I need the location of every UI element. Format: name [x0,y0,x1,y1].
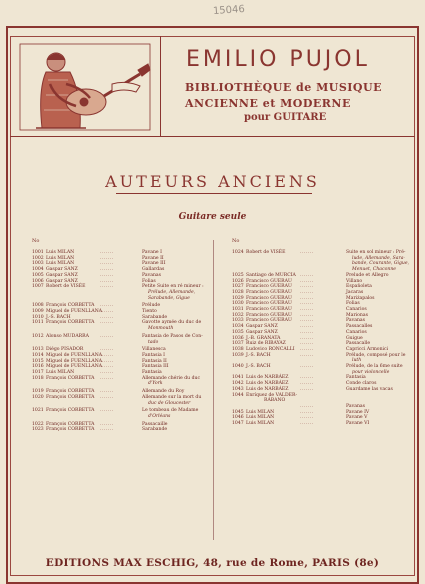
leader-dots: ....... [300,307,314,312]
composer-name: Gaspar SANZ [46,278,78,284]
work-title-continued: d'York [148,381,163,387]
work-title: Prelude et Allegro [346,272,389,278]
leader-dots: ....... [100,370,114,375]
section-subtitle: Guitare seule [178,212,247,222]
leader-dots: ....... [300,386,314,392]
catalog-number: 1015 [32,358,44,364]
work-title: Pavanas [346,318,366,324]
leader-dots: ....... [100,358,114,364]
composer-title: EMILIO PUJOL [186,47,370,72]
right-no-label: No [232,238,240,244]
work-title: Pavane IV [346,409,370,415]
leader-dots: ....... [100,255,114,261]
work-title: Pavane V [346,415,368,421]
composer-name: Luis MILAN [46,255,75,261]
work-title-continued: duc de Gloucester [148,400,191,406]
catalog-number: 1023 [32,427,44,433]
work-title: Mariżapalos [346,295,375,301]
work-title: Passacaille [142,421,168,427]
leader-dots: ....... [300,284,314,290]
composer-name: Ruiz de RIBAYAZ [246,341,286,347]
leader-dots: ....... [100,314,114,320]
composer-name: Luis MILAN [46,261,75,267]
composer-name: Gaspar SANZ [46,267,78,273]
composer-name: Miguel de FUENLLANA [46,352,103,358]
catalog-number: 1042 [232,381,244,387]
work-title: Sarabande [142,314,168,320]
catalog-number: 1033 [232,318,244,324]
leader-dots: ....... [300,329,314,335]
composer-name: Francisco GUERAU [246,284,292,290]
work-title-continued: d'Orléans [148,413,171,419]
work-title: Españoleta [346,284,372,290]
catalog-number: 1011 [32,320,44,326]
publisher-footer: EDITIONS MAX ESCHIG, 48, rue de Rome, PARIS (8e) [45,557,380,569]
work-title: Pavanas [346,403,366,409]
catalog-number: 1029 [232,295,244,301]
work-title: Fantasia [142,370,162,375]
library-line-1: BIBLIOTHÈQUE de MUSIQUE [185,81,382,94]
catalog-number: 1014 [32,352,44,358]
composer-name: Luis MILAN [246,409,275,415]
composer-name: Robert de VISÉE [46,284,86,290]
work-title: Passacalle [346,341,371,347]
composer-name: Gaspar SANZ [246,324,278,330]
leader-dots: ....... [100,421,114,427]
work-title-continued: luth [352,358,362,364]
work-title: Canarios [346,307,367,312]
composer-name: J.-S. BACH [246,352,271,358]
leader-dots: ....... [300,312,314,318]
leader-dots: ....... [300,301,314,307]
work-title: Jacaras [346,289,364,295]
work-title: Villano [346,278,363,284]
leader-dots: ....... [100,352,114,358]
leader-dots: ....... [300,341,314,347]
catalog-number: 1037 [232,341,244,347]
leader-dots: ....... [300,421,314,426]
leader-dots: ....... [300,346,314,352]
work-title: Guardame las vacas [346,386,393,392]
composer-name: Ludovico RONCALLI [246,346,295,352]
composer-name: François CORBETTA [46,320,95,326]
leader-dots: ....... [300,415,314,421]
work-title: Conde claros [346,381,377,387]
leader-dots: ....... [100,261,114,267]
catalog-number: 1002 [32,255,44,261]
section-title: AUTEURS ANCIENS [105,172,320,191]
catalog-number: 1046 [232,415,244,421]
leader-dots: ....... [100,408,114,414]
catalog-number: 1028 [232,289,244,295]
composer-name: Gaspar SANZ [246,329,278,335]
catalog-number: 1026 [232,278,244,284]
catalog-number: 1018 [32,375,44,381]
work-title: Prélude, composé pour le [346,352,406,358]
catalog-number: 1025 [232,272,244,278]
leader-dots: ....... [300,295,314,301]
catalog-number: 1040 [232,364,244,369]
catalog-number: 1045 [232,409,244,415]
work-title: Pavane VI [346,421,370,426]
work-title: Fantasia II [142,358,167,364]
composer-name: François CORBETTA [46,389,95,395]
catalog-number: 1020 [32,394,44,400]
work-title: Villanesca [142,347,166,353]
work-title: Folias [142,278,156,284]
composer-name: Miguel de FUENLLANA [46,364,103,370]
leader-dots: ....... [100,284,114,290]
leader-dots: ....... [300,364,314,369]
catalog-number: 1021 [32,408,44,414]
composer-name: Luis de NARBÁEZ [246,375,289,381]
leader-dots: ....... [100,250,114,255]
catalog-number: 1012 [32,333,44,339]
composer-name: François CORBETTA [46,375,95,381]
composer-name: Luis MILAN [46,250,75,255]
composer-name: Francisco GUERAU [246,278,292,284]
leader-dots: ....... [300,409,314,415]
leader-dots: ....... [100,347,114,353]
leader-dots: ....... [100,333,114,339]
work-title: Gavotte aymée du duc de [142,320,202,326]
library-line-2: ANCIENNE et MODERNE [185,97,351,110]
catalog-number: 1005 [32,272,44,278]
catalog-number: 1024 [232,250,244,255]
leader-dots: ....... [300,352,314,358]
leader-dots: ....... [300,318,314,324]
catalog-number: 1009 [32,309,44,314]
header-vertical-divider [160,36,161,136]
work-title-continued: bande, Courante, Gigue, [352,261,410,267]
work-title: Pavane III [142,261,166,267]
catalog-number: 1044 [232,392,244,398]
catalog-number: 1010 [32,314,44,320]
work-title-continued: Prélude, Allemande, [148,289,196,295]
catalog-number: 1034 [232,324,244,330]
composer-name: Alonso MUDARRA [46,333,89,339]
header-divider [10,136,415,137]
catalog-number: 1016 [32,364,44,370]
work-title-continued: Sarabande, Gigue [148,295,190,301]
catalog-number: 1007 [32,284,44,290]
composer-name: François CORBETTA [46,427,95,433]
composer-name: Miguel de FUENLLANA [46,309,103,314]
composer-name-continued: RÁBANO [264,398,286,404]
composer-name: François CORBETTA [46,408,95,414]
leader-dots: ....... [300,335,314,341]
catalog-number: 1041 [232,375,244,381]
catalog-number: 1035 [232,329,244,335]
leader-dots: ....... [300,289,314,295]
work-title-continued: Menuet, Chaconne [352,267,397,273]
leader-dots: ....... [100,267,114,273]
work-title: Prélude, de la 6me suite [346,364,403,369]
work-title-continued: Monmouth [148,326,174,332]
leader-dots: ....... [300,272,314,278]
composer-name: Luis MILAN [246,421,275,426]
work-title: Pavane I [142,250,162,255]
work-title: Passacalles [346,324,373,330]
leader-dots: ....... [100,278,114,284]
work-title: Allemande sur la mort du [142,394,202,400]
composer-name: Luis de NARBÁEZ [246,386,289,392]
catalog-number: 1043 [232,386,244,392]
work-title: Pavane II [142,255,164,261]
catalog-number: 1019 [32,389,44,395]
leader-dots: ....... [100,272,114,278]
composer-name: Luis MILAN [246,415,275,421]
composer-name: Francisco GUERAU [246,318,292,324]
leader-dots: ....... [300,324,314,330]
leader-dots: ....... [300,381,314,387]
leader-dots: ....... [100,320,114,326]
catalog-number: 1017 [32,370,44,375]
column-divider [213,240,214,540]
work-title: Tiento [142,309,157,314]
composer-name: Robert de VISÉE [246,250,286,255]
catalog-number: 1030 [232,301,244,307]
work-title: Gallardas [142,267,165,273]
composer-name: J.-S. BACH [46,314,71,320]
catalog-number: 1001 [32,250,44,255]
composer-name: Miguel de FUENLLANA [46,358,103,364]
work-title: Allemande du Roy [142,389,185,395]
composer-name: Luis MILAN [46,370,75,375]
catalog-number: 1038 [232,346,244,352]
lute-player-illustration [16,40,156,134]
composer-name: François CORBETTA [46,303,95,309]
library-line-3: pour GUITARE [244,112,327,123]
leader-dots: ....... [300,375,314,381]
work-title: Pavanas [142,272,162,278]
leader-dots: ....... [100,394,114,400]
work-title: Prélude [142,303,161,309]
work-title: Canarios [346,329,367,335]
work-title: Fantasia I [142,352,165,358]
pencil-catalog-number: 15046 [212,3,246,18]
catalog-number: 1013 [32,347,44,353]
work-title: Suite en sol mineur : Pré- [346,250,406,255]
composer-name: J.-S. BACH [246,364,271,369]
work-title: Fantasia de Pasos de Con- [142,333,203,339]
composer-name: Gaspar SANZ [46,272,78,278]
catalog-number: 1036 [232,335,244,341]
work-title: Le tombeau de Madame [142,408,199,414]
leader-dots: ....... [100,309,114,314]
composer-name: Enríquez de VALDER- [246,392,298,398]
composer-name: Francisco GUERAU [246,307,292,312]
work-title: Folias [346,301,360,307]
catalog-number: 1004 [32,267,44,273]
composer-name: Francisco GUERAU [246,289,292,295]
composer-name: François CORBETTA [46,421,95,427]
work-title: Guigue [346,335,363,341]
work-title: Sarabande [142,427,168,433]
work-title: Capricci Armonici [346,346,389,352]
composer-name: Diégo PISADOR [46,347,84,353]
catalog-number: 1047 [232,421,244,426]
work-title: Petite Suite en ré mineur : [142,284,204,290]
catalog-number: 1022 [32,421,44,427]
leader-dots: ....... [100,389,114,395]
left-no-label: No [32,238,40,244]
work-title-continued: pour violoncelle [352,369,390,375]
leader-dots: ....... [100,303,114,309]
leader-dots: ....... [100,427,114,433]
composer-name: Luis de NARBÁEZ [246,381,289,387]
work-title-continued: tado [148,339,159,345]
leader-dots: ....... [100,375,114,381]
composer-name: François CORBETTA [46,394,95,400]
catalog-number: 1008 [32,303,44,309]
work-title-continued: lude, Allemande, Sara- [352,255,405,261]
leader-dots: ....... [100,364,114,370]
leader-dots: ....... [300,403,314,409]
composer-name: Francisco GUERAU [246,301,292,307]
work-title: Allemande chérie du duc [142,375,201,381]
section-rule [116,193,312,194]
catalog-number: 1003 [32,261,44,267]
catalog-number: 1031 [232,307,244,312]
work-title: Marionas [346,312,368,318]
leader-dots: ....... [300,278,314,284]
composer-name: J.-B. GRANATA [246,335,281,341]
composer-name: Santiago de MURCIA [246,272,296,278]
leader-dots: ....... [300,250,314,255]
work-title: Fantasia III [142,364,169,370]
composer-name: Francisco GUERAU [246,312,292,318]
catalog-number: 1006 [32,278,44,284]
composer-name: Francisco GUERAU [246,295,292,301]
catalog-number: 1039 [232,352,244,358]
work-title: Fantasia [346,375,366,381]
catalog-number: 1027 [232,284,244,290]
catalog-number: 1032 [232,312,244,318]
